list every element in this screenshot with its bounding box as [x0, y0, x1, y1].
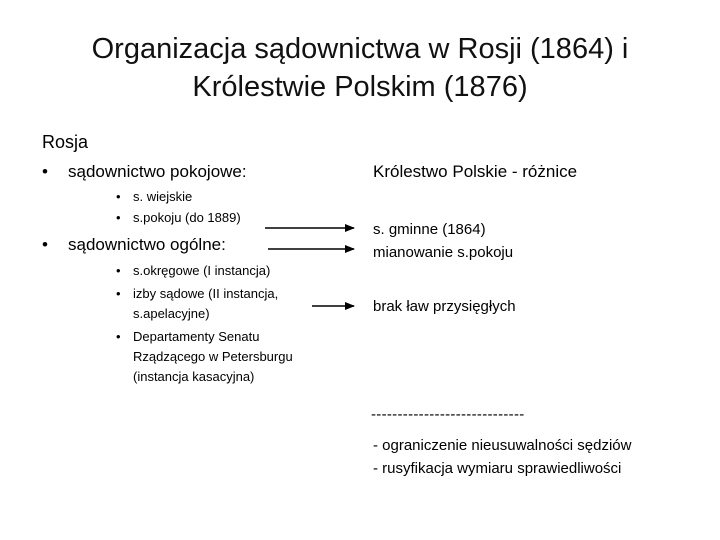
- separator-dashes: -----------------------------: [371, 406, 525, 423]
- list-item: [116, 208, 241, 228]
- item-text: s.pokoju (do 1889): [133, 210, 241, 225]
- note-text: - rusyfikacja wymiaru sprawiedliwości: [373, 460, 622, 477]
- item-text: Departamenty Senatu Rządzącego w Petersburgu (instancja kasacyjna): [133, 329, 293, 384]
- bullet: •: [42, 235, 48, 254]
- difference-block-2: brak ław przysięgłych: [373, 298, 516, 315]
- slide-title: [40, 30, 680, 106]
- bullet: •: [42, 162, 48, 181]
- bullet: •: [116, 329, 121, 344]
- note-text: - ograniczenie nieusuwalności sędziów: [373, 437, 632, 454]
- bullet: •: [116, 210, 121, 225]
- title-line-1: Organizacja sądownictwa w Rosji (1864) i: [91, 33, 629, 65]
- item-text: s.okręgowe (I instancja): [133, 263, 271, 278]
- difference-text: mianowanie s.pokoju: [373, 244, 514, 261]
- title-line-2: Królestwie Polskim (1876): [192, 71, 528, 103]
- item-text: izby sądowe (II instancja, s.apelacyjne): [133, 286, 279, 321]
- difference-text: s. gminne (1864): [373, 221, 486, 238]
- bullet: •: [116, 189, 121, 204]
- section-label: sądownictwo pokojowe:: [68, 162, 247, 181]
- right-heading: Królestwo Polskie - różnice: [373, 162, 578, 181]
- list-item: [116, 187, 192, 207]
- list-item: [116, 284, 306, 324]
- bullet: •: [116, 263, 121, 278]
- bullet: •: [116, 286, 121, 301]
- list-item: [116, 327, 312, 387]
- left-heading: Rosja: [42, 132, 89, 152]
- item-text: s. wiejskie: [133, 189, 193, 204]
- difference-block-1: [373, 218, 513, 264]
- section-pokojowe: [42, 162, 247, 182]
- section-ogolne: [42, 235, 226, 255]
- list-item: [116, 261, 270, 281]
- section-label: sądownictwo ogólne:: [68, 235, 226, 254]
- notes-block: [373, 434, 631, 480]
